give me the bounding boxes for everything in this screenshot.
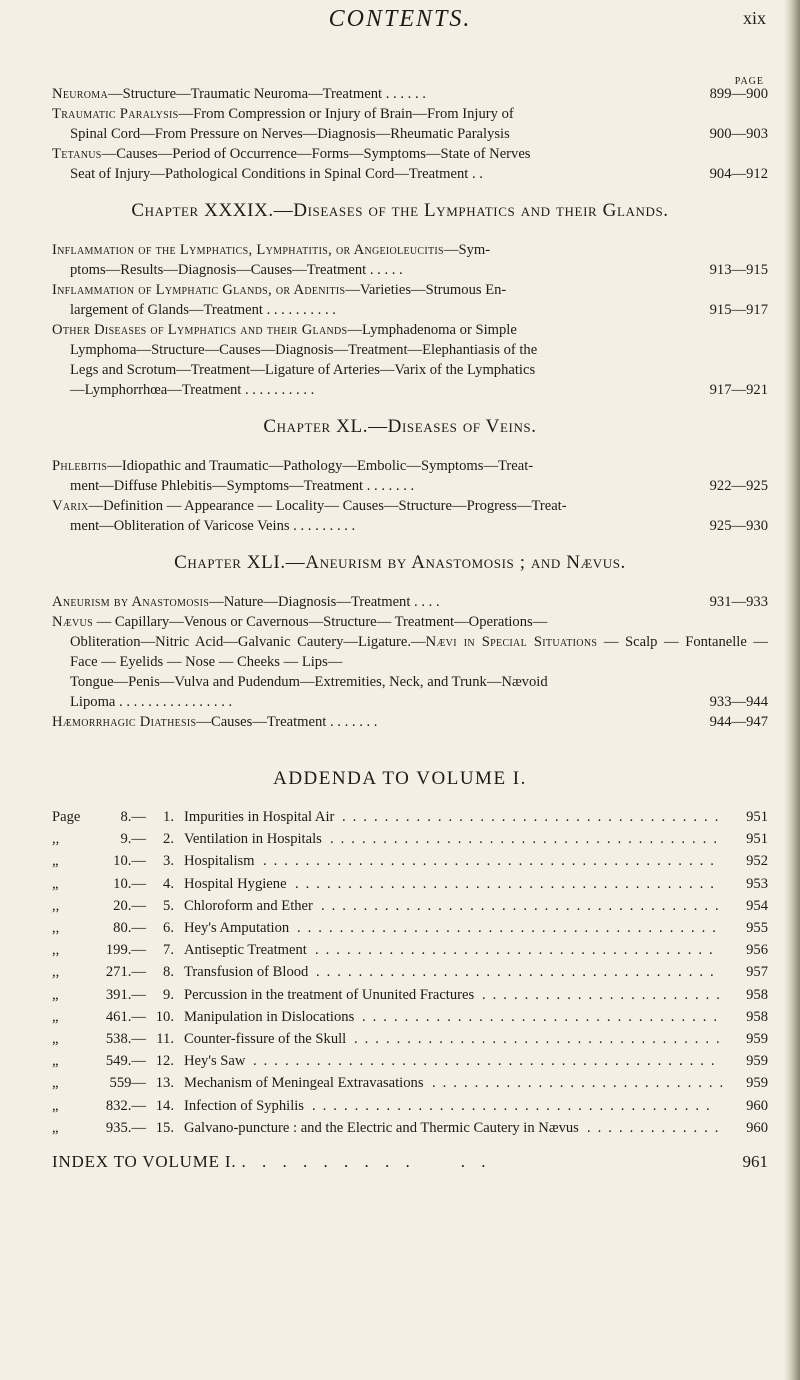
addenda-number: 6. <box>163 920 174 936</box>
entry-continuation <box>52 164 768 184</box>
addenda-prefix: „ <box>52 1008 59 1025</box>
addenda-title-text: Transfusion of Blood <box>184 964 309 981</box>
addenda-ref-page: 391.— <box>105 986 146 1003</box>
entry-body: —Definition — Appearance — Locality— Causes—Structure—Progress—Treat- <box>88 498 567 514</box>
entry-phlebitis <box>52 456 768 496</box>
addenda-title-text: Hey's Saw <box>184 1053 246 1070</box>
entry-cont-text: Lipoma . . . . . . . . . . . . . . . . <box>70 694 233 710</box>
addenda-prefix: „ <box>52 853 59 870</box>
chapter-label: Chapter XXXIX. <box>131 200 274 221</box>
entry-subhead: Nævi in Special Situations <box>425 634 598 650</box>
entry-pages: 915—917 <box>709 302 768 318</box>
addenda-row <box>52 1028 768 1050</box>
addenda-ref-page: 832.— <box>105 1097 146 1114</box>
addenda-number: 3. <box>163 853 174 870</box>
entry-body: —Lymphadenoma or Simple <box>347 322 517 338</box>
entry-head: Neuroma <box>52 86 108 102</box>
addenda-prefix: ,, <box>52 942 60 959</box>
leader-dots: ................................... <box>354 1031 727 1047</box>
addenda-prefix: „ <box>52 986 59 1003</box>
addenda-row <box>52 1006 768 1028</box>
leader-dots: ........................................ <box>295 875 721 892</box>
entry-body: —Idiopathic and Traumatic—Pathology—Embolic—Symptoms—Treat- <box>107 458 534 474</box>
addenda-title-text: Manipulation in Dislocations <box>184 1008 355 1025</box>
entry-naevus <box>52 612 768 712</box>
index-dots: . . . . . . . . . <box>241 1152 416 1171</box>
addenda-ref-page: 199.— <box>105 942 146 959</box>
entry-adenitis <box>52 280 768 320</box>
entry-continuation <box>52 300 768 320</box>
addenda-number: 13. <box>155 1075 174 1092</box>
addenda-ref-page: 80.— <box>113 920 146 936</box>
entry-head: Hæmorrhagic Diathesis <box>52 714 197 730</box>
entry-cont-text: ment—Obliteration of Varicose Veins . . . . . . . . . <box>70 518 356 534</box>
addenda-prefix: Page <box>52 809 81 825</box>
leader-dots: ............................................ <box>253 1053 722 1070</box>
chapter-title: —Diseases of the Lymphatics and their Glands. <box>273 200 669 221</box>
addenda-prefix: ,, <box>52 831 60 848</box>
addenda-page: 953 <box>746 875 768 892</box>
addenda-prefix: „ <box>52 875 59 892</box>
entry-body: — Capillary—Venous or Cavernous—Structure— Treatment—Operations— <box>92 614 548 630</box>
addenda-prefix: „ <box>52 1031 59 1047</box>
entry-pages: 931—933 <box>709 594 768 610</box>
entry-body: —Causes—Period of Occurrence—Forms—Symptoms—State of Nerves <box>101 146 531 162</box>
page-column-label: PAGE <box>734 76 764 87</box>
entry-cont-text: largement of Glands—Treatment . . . . . . . . . . <box>70 302 336 318</box>
addenda-row <box>52 828 768 850</box>
entry-head: Other Diseases of Lymphatics and their Glands <box>52 322 348 338</box>
addenda-page: 954 <box>746 897 768 914</box>
addenda-number: 9. <box>163 986 174 1003</box>
entry-continuation <box>52 516 768 536</box>
addenda-row <box>52 917 768 939</box>
entry-cont-text: —Lymphorrhœa—Treatment . . . . . . . . . . <box>70 382 315 398</box>
addenda-title-text: Impurities in Hospital Air <box>184 809 335 825</box>
addenda-ref-page: 935.— <box>105 1119 146 1136</box>
entry-pages: 900—903 <box>709 126 768 142</box>
addenda-prefix: „ <box>52 1097 59 1114</box>
chapter-label: Chapter XL. <box>263 416 369 437</box>
addenda-number: 10. <box>155 1008 174 1025</box>
addenda-title-text: Antiseptic Treatment <box>184 942 307 959</box>
addenda-page: 960 <box>746 1119 768 1136</box>
entry-tetanus <box>52 144 768 184</box>
entry-continuation: Legs and Scrotum—Treatment—Ligature of Arteries—Varix of the Lymphatics <box>70 362 536 378</box>
addenda-ref-page: 10.— <box>113 853 146 870</box>
addenda-title: ADDENDA TO VOLUME I. <box>273 768 527 789</box>
addenda-page: 955 <box>746 920 768 936</box>
addenda-prefix: „ <box>52 1075 59 1092</box>
chapter-41-heading <box>0 552 800 574</box>
folio: xix <box>742 8 766 28</box>
entry-inflammation-lymphatics <box>52 240 768 280</box>
addenda-row <box>52 1050 768 1072</box>
addenda-title-text: Hospitalism <box>184 853 255 870</box>
entry-pages: 913—915 <box>709 262 768 278</box>
addenda-number: 4. <box>163 875 174 892</box>
addenda-row <box>52 850 768 872</box>
chapter-40-heading <box>0 416 800 438</box>
entry-continuation <box>52 380 768 400</box>
index-entry <box>52 1152 768 1172</box>
entry-cont-text: — Scalp — Fontanelle — Face — Eyelids — Nose — Cheeks — Lips— <box>70 634 768 670</box>
addenda-prefix: ,, <box>52 897 60 914</box>
addenda-number: 12. <box>155 1053 174 1070</box>
addenda-title-text: Chloroform and Ether <box>184 897 313 914</box>
addenda-row <box>52 939 768 961</box>
addenda-prefix: ,, <box>52 920 60 936</box>
addenda-number: 7. <box>163 942 174 959</box>
addenda-ref-page: 461.— <box>105 1008 146 1025</box>
addenda-title-text: Hey's Amputation <box>184 920 290 936</box>
addenda-title-text: Mechanism of Meningeal Extravasations <box>184 1075 424 1092</box>
entry-other-lymphatic-diseases <box>52 320 768 400</box>
addenda-row <box>52 806 768 828</box>
entry-head: Traumatic Paralysis <box>52 106 179 122</box>
entry-head: Aneurism by Anastomosis <box>52 594 210 610</box>
leader-dots: ...................................... <box>316 964 721 981</box>
addenda-row <box>52 984 768 1006</box>
entry-haemorrhagic-diathesis <box>52 712 768 732</box>
chapter-39-heading <box>0 200 800 222</box>
entry-cont-text: Spinal Cord—From Pressure on Nerves—Diagnosis—Rheumatic Paralysis <box>70 126 510 142</box>
leader-dots: ............. <box>587 1119 726 1136</box>
entry-neuroma <box>52 84 768 104</box>
entry-body: —Structure—Traumatic Neuroma—Treatment . . . . . . <box>107 86 426 102</box>
addenda-page: 958 <box>746 1008 768 1025</box>
addenda-page: 951 <box>746 809 768 825</box>
leader-dots: ...................................... <box>315 942 720 959</box>
leader-dots: .................................... <box>342 809 726 825</box>
entry-pages: 925—930 <box>709 518 768 534</box>
entry-pages: 899—900 <box>709 86 768 102</box>
entry-body: —Nature—Diagnosis—Treatment . . . . <box>209 594 440 610</box>
entry-cont-text: Seat of Injury—Pathological Conditions in Spinal Cord—Treatment . . <box>70 166 483 182</box>
entry-pages: 933—944 <box>709 694 768 710</box>
addenda-ref-page: 559— <box>109 1075 146 1092</box>
index-dots-tail: . . <box>460 1152 492 1171</box>
leader-dots: ........................................... <box>263 853 721 870</box>
addenda-page: 960 <box>746 1097 768 1114</box>
leader-dots: ....................... <box>482 986 727 1003</box>
entry-continuation <box>52 260 768 280</box>
leader-dots: .................................. <box>362 1008 725 1025</box>
entry-aneurism-anastomosis <box>52 592 768 612</box>
entry-head: Phlebitis <box>52 458 108 474</box>
entry-head: Varix <box>52 498 89 514</box>
addenda-ref-page: 20.— <box>113 897 146 914</box>
addenda-page: 956 <box>746 942 768 959</box>
addenda-number: 14. <box>155 1097 174 1114</box>
entry-continuation <box>52 692 768 712</box>
addenda-number: 15. <box>155 1119 174 1136</box>
addenda-row <box>52 1072 768 1094</box>
addenda-ref-page: 549.— <box>105 1053 146 1070</box>
entry-pages: 904—912 <box>709 166 768 182</box>
addenda-title-text: Hospital Hygiene <box>184 875 287 892</box>
entry-head: Inflammation of the Lymphatics, Lymphatitis, or Angeioleucitis <box>52 242 444 258</box>
entry-body: —Sym- <box>443 242 491 258</box>
addenda-page: 952 <box>746 853 768 870</box>
addenda-number: 8. <box>163 964 174 981</box>
addenda-page: 957 <box>746 964 768 981</box>
addenda-page: 959 <box>746 1075 768 1092</box>
entry-body: —From Compression or Injury of Brain—From Injury of <box>178 106 514 122</box>
addenda-row <box>52 895 768 917</box>
entry-head: Tetanus <box>52 146 102 162</box>
entry-pages: 922—925 <box>709 478 768 494</box>
leader-dots: ........................................ <box>297 920 723 936</box>
entry-cont-text: Obliteration—Nitric Acid—Galvanic Cautery—Ligature.— <box>70 634 426 650</box>
addenda-ref-page: 8.— <box>120 809 146 825</box>
addenda-page: 959 <box>746 1053 768 1070</box>
entry-head: Nævus <box>52 614 93 630</box>
addenda-number: 2. <box>163 831 174 848</box>
entry-body: —Causes—Treatment . . . . . . . <box>196 714 378 730</box>
addenda-row <box>52 961 768 983</box>
addenda-row <box>52 1117 768 1139</box>
leader-dots: ............................ <box>432 1075 731 1092</box>
leader-dots: ...................................... <box>321 897 726 914</box>
entry-head: Inflammation of Lymphatic Glands, or Adenitis <box>52 282 346 298</box>
addenda-prefix: ,, <box>52 964 60 981</box>
addenda-page: 958 <box>746 986 768 1003</box>
entry-pages: 944—947 <box>709 714 768 730</box>
leader-dots: ..................................... <box>330 831 724 848</box>
addenda-number: 5. <box>163 897 174 914</box>
entry-varix <box>52 496 768 536</box>
addenda-ref-page: 538.— <box>105 1031 146 1047</box>
addenda-row <box>52 1095 768 1117</box>
entry-continuation <box>52 124 768 144</box>
index-page: 961 <box>742 1152 768 1171</box>
entry-continuation: Tongue—Penis—Vulva and Pudendum—Extremities, Neck, and Trunk—Nævoid <box>70 674 548 690</box>
entry-body: —Varieties—Strumous En- <box>345 282 507 298</box>
addenda-title-text: Percussion in the treatment of Ununited Fractures <box>184 986 475 1003</box>
addenda-title-text: Infection of Syphilis <box>184 1097 304 1114</box>
chapter-label: Chapter XLI. <box>174 552 286 573</box>
addenda-prefix: „ <box>52 1053 59 1070</box>
addenda-ref-page: 271.— <box>105 964 146 981</box>
addenda-number: 11. <box>156 1031 174 1047</box>
addenda-ref-page: 9.— <box>120 831 146 848</box>
entry-traumatic-paralysis <box>52 104 768 144</box>
addenda-title-text: Ventilation in Hospitals <box>184 831 322 848</box>
entry-continuation: Lymphoma—Structure—Causes—Diagnosis—Treatment—Elephantiasis of the <box>70 342 538 358</box>
entry-cont-text: ptoms—Results—Diagnosis—Causes—Treatment . . . . . <box>70 262 403 278</box>
leader-dots: ...................................... <box>312 1097 717 1114</box>
addenda-page: 951 <box>746 831 768 848</box>
entry-pages: 917—921 <box>709 382 768 398</box>
chapter-title: —Diseases of Veins. <box>368 416 537 437</box>
entry-continuation <box>52 476 768 496</box>
addenda-page: 959 <box>746 1031 768 1047</box>
addenda-prefix: „ <box>52 1119 59 1136</box>
addenda-title-text: Counter-fissure of the Skull <box>184 1031 347 1047</box>
running-head: CONTENTS. <box>328 6 472 32</box>
index-label: INDEX TO VOLUME I. <box>52 1152 237 1171</box>
addenda-row <box>52 873 768 895</box>
entry-cont-text: ment—Diffuse Phlebitis—Symptoms—Treatment . . . . . . . <box>70 478 415 494</box>
addenda-ref-page: 10.— <box>113 875 146 892</box>
chapter-title: —Aneurism by Anastomosis ; and Nævus. <box>285 552 626 573</box>
addenda-title-text: Galvano-puncture : and the Electric and Thermic Cautery in Nævus <box>184 1119 579 1136</box>
entry-continuation <box>52 632 768 672</box>
addenda-number: 1. <box>163 809 174 825</box>
